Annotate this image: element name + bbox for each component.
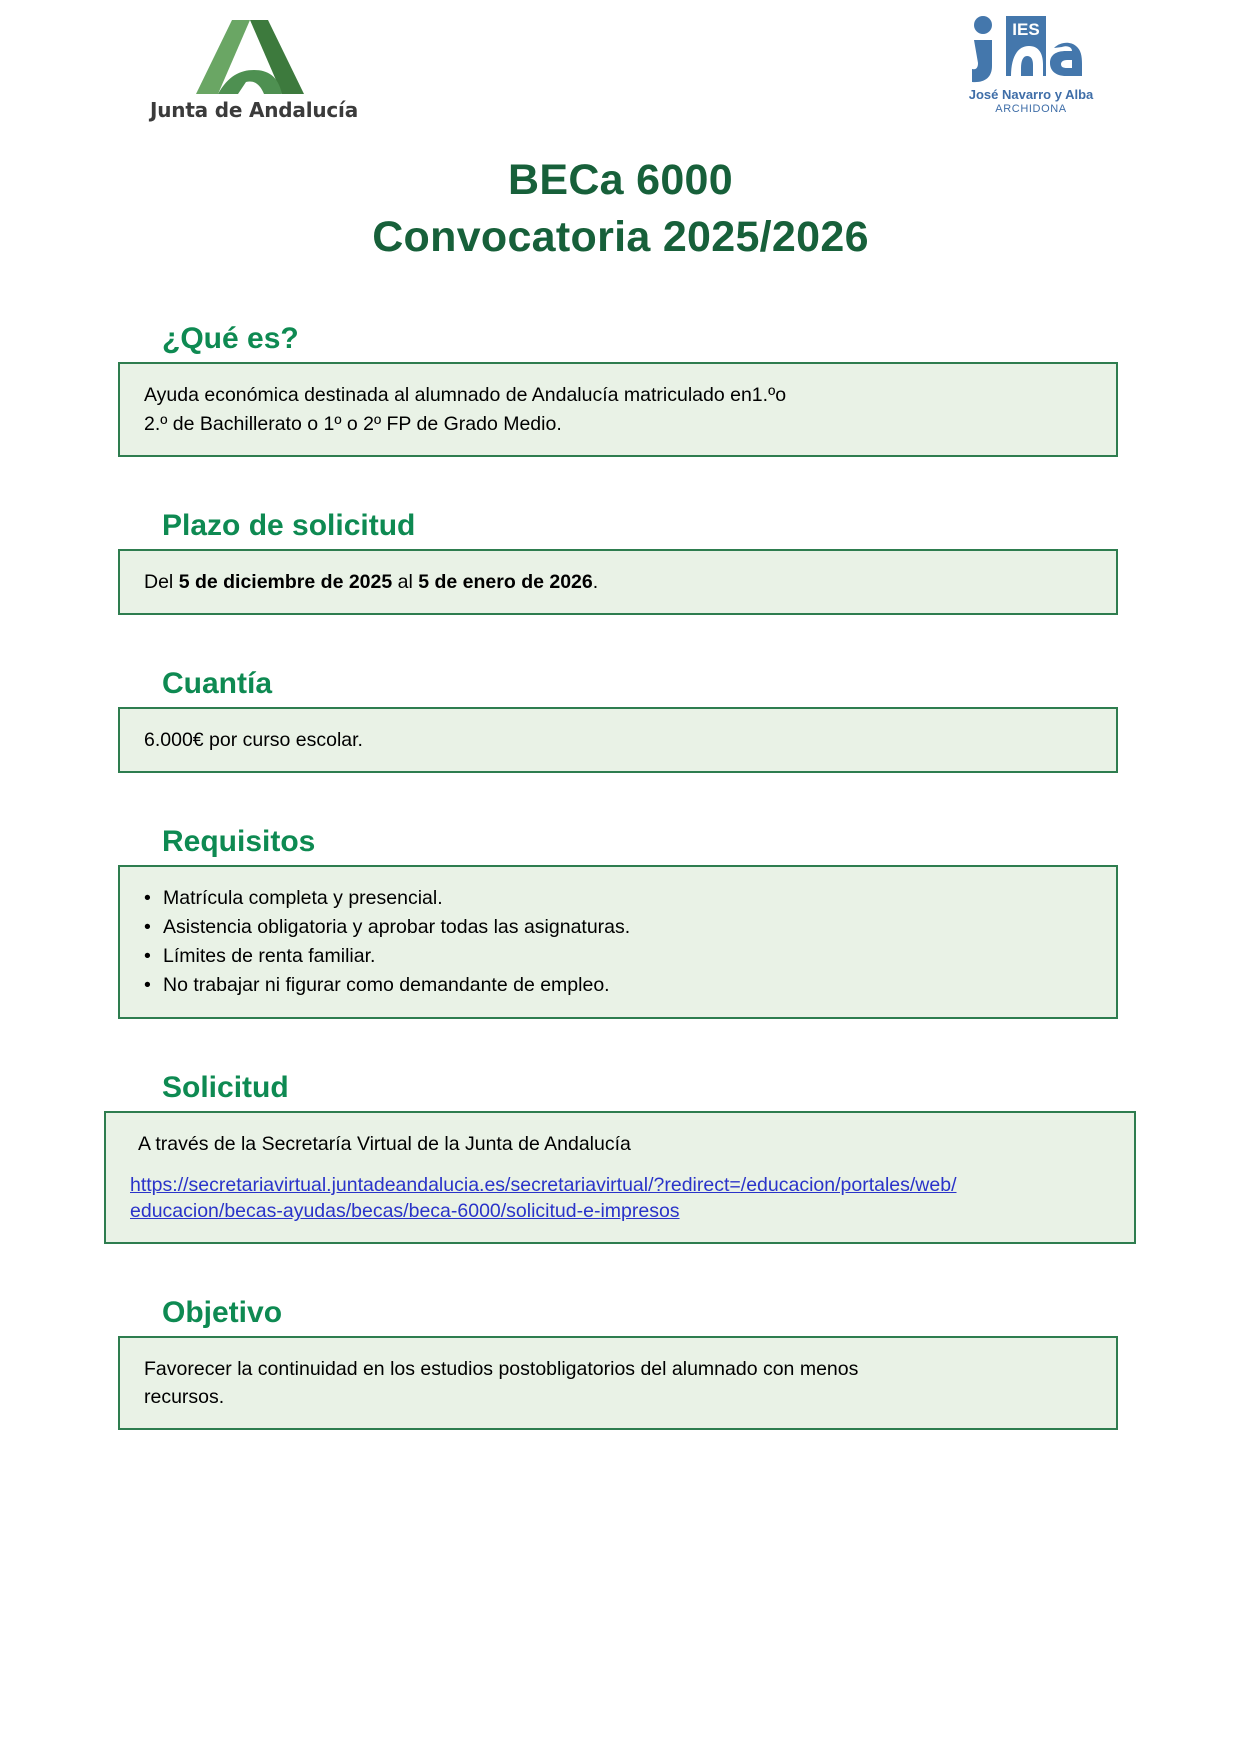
ies-logo-name: José Navarro y Alba xyxy=(968,87,1094,102)
secretaria-virtual-link-line1: https://secretariavirtual.juntadeandalucia.es/secretariavirtual/?redirect=/educacion/portales/web/ xyxy=(130,1174,957,1197)
section-heading-que-es: ¿Qué es? xyxy=(162,322,299,356)
que-es-line-2: 2.º de Bachillerato o 1º o 2º FP de Grado Medio. xyxy=(144,412,562,435)
page-title-line2: Convocatoria 2025/2026 xyxy=(372,213,869,262)
section-box-plazo xyxy=(118,549,1118,615)
section-heading-cuantia: Cuantía xyxy=(162,667,273,701)
que-es-line-1: Ayuda económica destinada al alumnado de Andalucía matriculado en1.ºo xyxy=(144,384,787,407)
ies-logo-town: ARCHIDONA xyxy=(995,103,1067,115)
list-item: • Matrícula completa y presencial. xyxy=(144,884,1094,913)
section-box-cuantia xyxy=(118,707,1118,773)
section-box-objetivo xyxy=(118,1336,1118,1431)
objetivo-line-1: Favorecer la continuidad en los estudios postobligatorios del alumnado con menos xyxy=(144,1357,859,1380)
junta-a-mark-icon xyxy=(194,18,306,96)
ies-jna-logo xyxy=(956,14,1106,115)
page-title xyxy=(0,152,1241,266)
section-heading-requisitos: Requisitos xyxy=(162,825,316,859)
section-box-solicitud xyxy=(104,1111,1136,1244)
solicitud-intro-text: A través de la Secretaría Virtual de la Junta de Andalucía xyxy=(138,1132,631,1155)
section-objetivo xyxy=(0,1296,1241,1431)
list-item: • No trabajar ni figurar como demandante de empleo. xyxy=(144,971,1094,1000)
cuantia-line-1: 6.000€ por curso escolar. xyxy=(144,729,363,752)
section-plazo xyxy=(0,509,1241,615)
plazo-middle: al xyxy=(392,570,419,593)
section-que-es xyxy=(0,322,1241,457)
objetivo-line-2: recursos. xyxy=(144,1386,225,1409)
list-item: • Límites de renta familiar. xyxy=(144,942,1094,971)
section-box-requisitos xyxy=(118,865,1118,1018)
ies-jna-monogram-icon xyxy=(966,14,1096,86)
document-header xyxy=(0,0,1241,130)
plazo-text xyxy=(144,568,1094,596)
list-item: • Asistencia obligatoria y aprobar todas las asignaturas. xyxy=(144,913,1094,942)
section-heading-plazo: Plazo de solicitud xyxy=(162,508,416,542)
secretaria-virtual-link-line2: educacion/becas-ayudas/becas/beca-6000/solicitud-e-impresos xyxy=(130,1200,680,1223)
junta-de-andalucia-logo xyxy=(150,18,359,122)
plazo-end-date: 5 de enero de 2026 xyxy=(418,570,593,593)
secretaria-virtual-link[interactable] xyxy=(130,1172,1112,1225)
svg-text:IES: IES xyxy=(1012,20,1040,39)
plazo-suffix: . xyxy=(592,570,599,593)
plazo-start-date: 5 de diciembre de 2025 xyxy=(178,570,393,593)
section-solicitud xyxy=(0,1071,1241,1244)
section-heading-objetivo: Objetivo xyxy=(162,1295,283,1329)
section-cuantia xyxy=(0,667,1241,773)
junta-wordmark: Junta de Andalucía xyxy=(150,98,359,122)
section-box-que-es xyxy=(118,362,1118,457)
section-requisitos xyxy=(0,825,1241,1018)
section-heading-solicitud: Solicitud xyxy=(162,1070,289,1104)
sections-container xyxy=(0,322,1241,1430)
page-title-line1: BECa 6000 xyxy=(507,156,733,204)
requisitos-list xyxy=(144,884,1094,999)
plazo-prefix: Del xyxy=(144,570,179,593)
